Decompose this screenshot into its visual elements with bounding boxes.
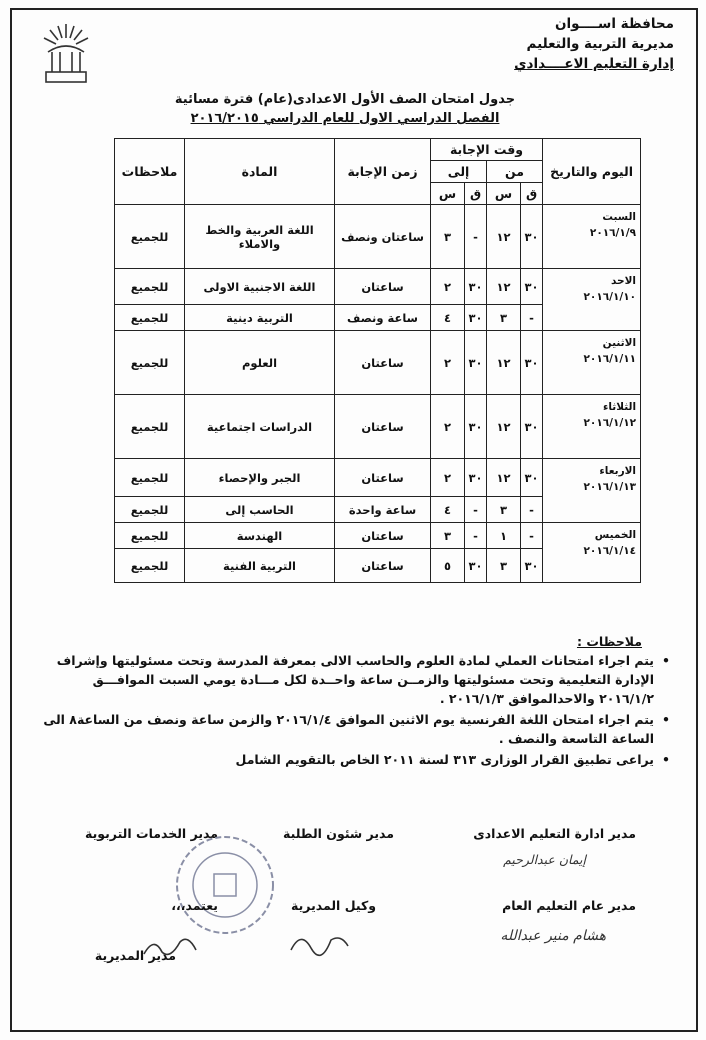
subject-cell: التربية دينية xyxy=(185,305,335,331)
note-cell: للجميع xyxy=(115,497,185,523)
notes-list xyxy=(40,651,670,771)
subject-cell: التربية الفنية xyxy=(185,549,335,583)
from-minutes-cell: ٣٠ xyxy=(521,205,543,269)
table-row xyxy=(115,523,641,549)
from-minutes-cell: ٣٠ xyxy=(521,331,543,395)
to-hours-cell: ٤ xyxy=(431,305,465,331)
duration-cell: ساعتان xyxy=(335,331,431,395)
day-date-cell: الاحد ٢٠١٦/١/١٠ xyxy=(543,269,641,331)
to-hours-cell: ٣ xyxy=(431,205,465,269)
director-signature-icon xyxy=(140,930,200,964)
to-hours-cell: ٣ xyxy=(431,523,465,549)
table-row xyxy=(115,205,641,269)
to-minutes-cell: - xyxy=(465,497,487,523)
header-subject: المادة xyxy=(185,139,335,205)
prep-ed-director-signature: إيمان عبدالرحيم xyxy=(503,852,586,867)
list-item: • يتم اجراء امتحانات العملي لمادة العلوم والحاسب الالى بمعرفة المدرسة وتحت مسئوليتها وإشراف الإدارة التعليمية وتحت مسئوليتها والزمــن ساعة واحــدة لكل مـــادة يومي السبت الموافـــق ٢٠١٦/١/٢ والاحدالموافق ٢٠١٦/١/٣ . xyxy=(40,651,670,708)
subject-cell: العلوم xyxy=(185,331,335,395)
duration-cell: ساعتان xyxy=(335,459,431,497)
student-affairs-title: مدير شئون الطلبة xyxy=(283,826,394,841)
governorate-line: محافظة اســــوان xyxy=(554,16,674,32)
note-cell: للجميع xyxy=(115,205,185,269)
duration-cell: ساعتان xyxy=(335,395,431,459)
from-minutes-cell: ٣٠ xyxy=(521,269,543,305)
duration-cell: ساعتان xyxy=(335,549,431,583)
table-row xyxy=(115,459,641,497)
header-to: إلى xyxy=(431,161,487,183)
from-hours-cell: ١٢ xyxy=(487,459,521,497)
day-date-cell: الاربعاء ٢٠١٦/١/١٣ xyxy=(543,459,641,523)
deputy-signature-icon xyxy=(286,920,356,960)
subject-cell: الهندسة xyxy=(185,523,335,549)
from-hours-cell: ١٢ xyxy=(487,269,521,305)
to-minutes-cell: - xyxy=(465,205,487,269)
to-minutes-cell: ٣٠ xyxy=(465,395,487,459)
duration-cell: ساعة ونصف xyxy=(335,305,431,331)
day-date-cell: الاثنين ٢٠١٦/١/١١ xyxy=(543,331,641,395)
subject-cell: الجبر والإحصاء xyxy=(185,459,335,497)
to-hours-cell: ٢ xyxy=(431,459,465,497)
from-minutes-cell: - xyxy=(521,523,543,549)
from-minutes-cell: ٣٠ xyxy=(521,459,543,497)
header-from-minutes: ق xyxy=(521,183,543,205)
header-to-minutes: ق xyxy=(465,183,487,205)
list-item: • يراعى تطبيق القرار الوزارى ٣١٣ لسنة ٢٠١١ الخاص بالتقويم الشامل xyxy=(40,750,670,769)
administration-line: إدارة التعليم الاعــــدادي xyxy=(514,56,674,72)
duration-cell: ساعة واحدة xyxy=(335,497,431,523)
to-hours-cell: ٢ xyxy=(431,269,465,305)
from-hours-cell: ٣ xyxy=(487,305,521,331)
note-cell: للجميع xyxy=(115,269,185,305)
to-hours-cell: ٢ xyxy=(431,331,465,395)
from-hours-cell: ١ xyxy=(487,523,521,549)
deputy-title: وكيل المديرية xyxy=(291,898,376,913)
table-row xyxy=(115,269,641,305)
directorate-line: مديرية التربية والتعليم xyxy=(526,36,674,52)
note-cell: للجميع xyxy=(115,305,185,331)
from-hours-cell: ١٢ xyxy=(487,331,521,395)
note-cell: للجميع xyxy=(115,523,185,549)
list-item: • يتم اجراء امتحان اللغة الفرنسية يوم الاثنين الموافق ٢٠١٦/١/٤ والزمن ساعة ونصف من الساعة٨ الى الساعة التاسعة والنصف . xyxy=(40,710,670,748)
notes-heading: ملاحظات : xyxy=(576,634,642,649)
to-minutes-cell: ٣٠ xyxy=(465,549,487,583)
to-minutes-cell: ٣٠ xyxy=(465,331,487,395)
to-minutes-cell: ٣٠ xyxy=(465,459,487,497)
general-director-signature: هشام منير عبدالله xyxy=(500,928,606,944)
header-answer-time: وقت الإجابة xyxy=(431,139,543,161)
note-cell: للجميع xyxy=(115,549,185,583)
subject-cell: اللغة العربية والخط والاملاء xyxy=(185,205,335,269)
duration-cell: ساعتان xyxy=(335,523,431,549)
from-hours-cell: ٣ xyxy=(487,497,521,523)
to-minutes-cell: ٣٠ xyxy=(465,305,487,331)
header-day-date: اليوم والتاريخ xyxy=(543,139,641,205)
header-duration: زمن الإجابة xyxy=(335,139,431,205)
to-hours-cell: ٤ xyxy=(431,497,465,523)
from-minutes-cell: - xyxy=(521,305,543,331)
subject-cell: الدراسات اجتماعية xyxy=(185,395,335,459)
day-date-cell: الخميس ٢٠١٦/١/١٤ xyxy=(543,523,641,583)
prep-ed-director-title: مدير ادارة التعليم الاعدادى xyxy=(473,826,636,841)
to-minutes-cell: ٣٠ xyxy=(465,269,487,305)
table-row xyxy=(115,395,641,459)
subject-cell: اللغة الاجنبية الاولى xyxy=(185,269,335,305)
semester-subtitle: الفصل الدراسي الاول للعام الدراسي ٢٠١٦/٢٠١٥ xyxy=(190,111,500,126)
from-hours-cell: ٣ xyxy=(487,549,521,583)
directorate-director-title: مدير المديرية xyxy=(94,948,176,963)
subject-cell: الحاسب إلى xyxy=(185,497,335,523)
to-hours-cell: ٢ xyxy=(431,395,465,459)
note-cell: للجميع xyxy=(115,331,185,395)
day-date-cell: السبت ٢٠١٦/١/٩ xyxy=(543,205,641,269)
from-minutes-cell: ٣٠ xyxy=(521,395,543,459)
edu-services-title: مدير الخدمات التربوية xyxy=(85,826,218,841)
note-cell: للجميع xyxy=(115,395,185,459)
from-hours-cell: ١٢ xyxy=(487,395,521,459)
aswan-logo-icon xyxy=(30,16,102,88)
duration-cell: ساعتان ونصف xyxy=(335,205,431,269)
schedule-title: جدول امتحان الصف الأول الاعدادى(عام) فترة مسائية xyxy=(174,92,516,107)
table-row xyxy=(115,331,641,395)
from-hours-cell: ١٢ xyxy=(487,205,521,269)
approval-label: يعتمد،،، xyxy=(171,898,218,913)
letterhead xyxy=(514,14,674,74)
note-cell: للجميع xyxy=(115,459,185,497)
header-notes: ملاحظات xyxy=(115,139,185,205)
from-minutes-cell: - xyxy=(521,497,543,523)
header-from-hours: س xyxy=(487,183,521,205)
header-from: من xyxy=(487,161,543,183)
duration-cell: ساعتان xyxy=(335,269,431,305)
from-minutes-cell: ٣٠ xyxy=(521,549,543,583)
to-minutes-cell: - xyxy=(465,523,487,549)
header-to-hours: س xyxy=(431,183,465,205)
to-hours-cell: ٥ xyxy=(431,549,465,583)
general-director-title: مدير عام التعليم العام xyxy=(502,898,636,913)
official-stamp-icon xyxy=(170,830,280,940)
exam-schedule-table xyxy=(114,138,641,583)
day-date-cell: الثلاثاء ٢٠١٦/١/١٢ xyxy=(543,395,641,459)
